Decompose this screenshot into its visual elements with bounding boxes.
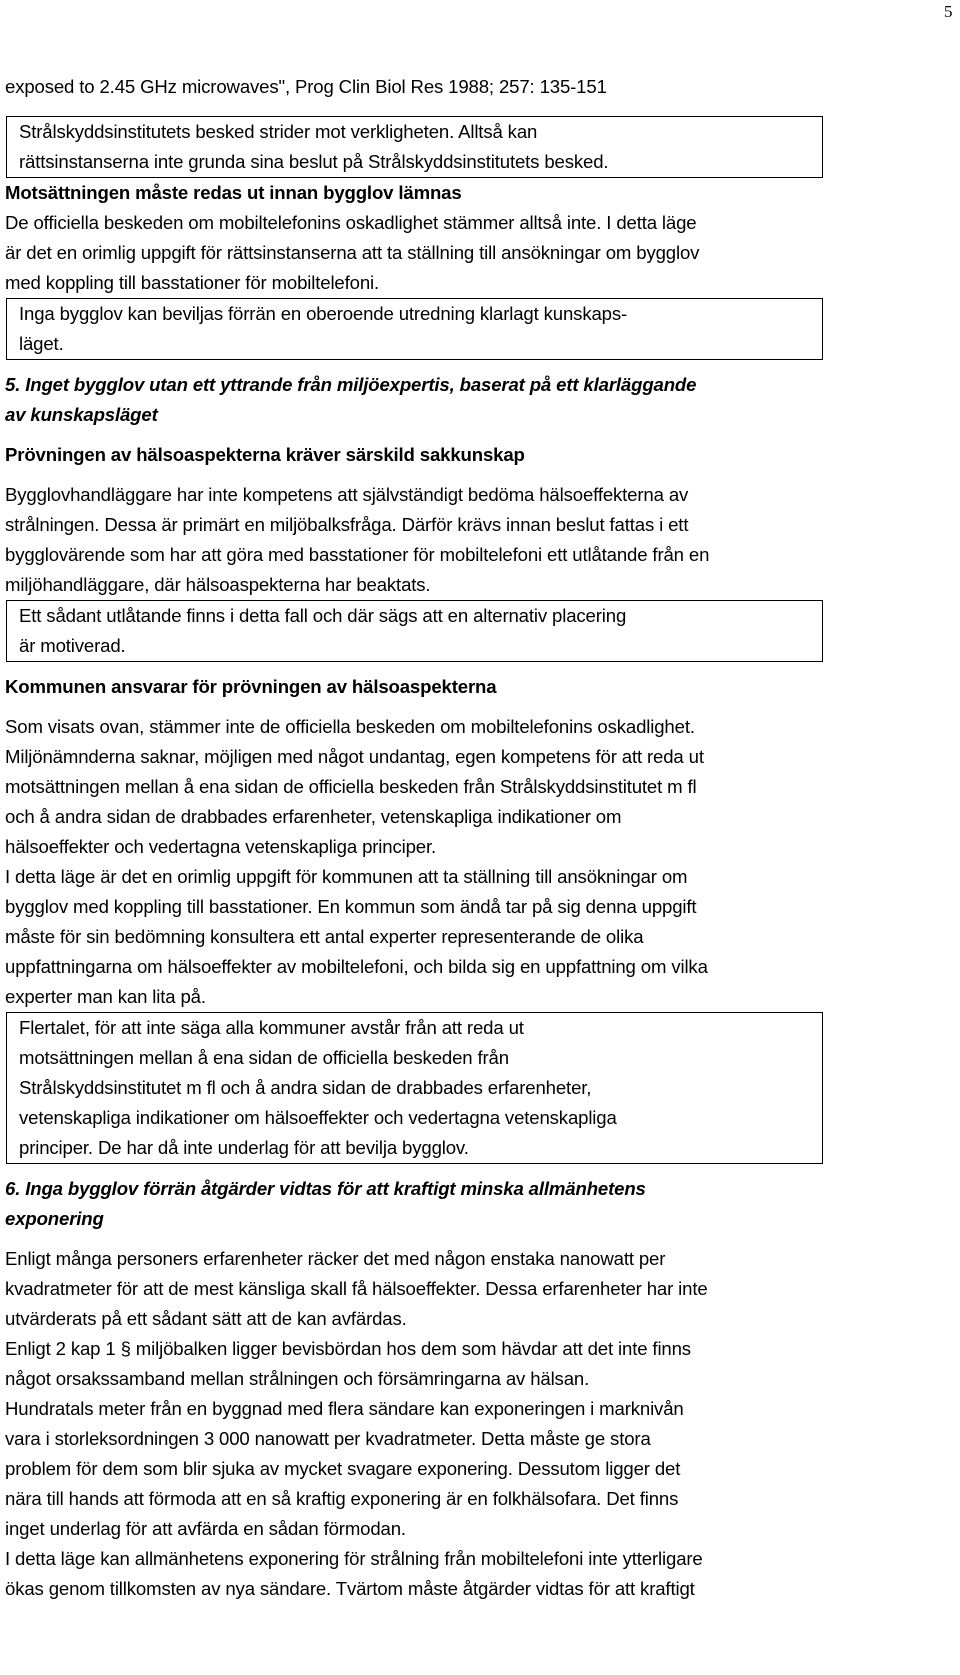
callout-box-4 <box>6 1012 823 1164</box>
text-line: De officiella beskeden om mobiltelefonins oskadlighet stämmer alltså inte. I detta läge <box>5 212 697 233</box>
text-line: problem för dem som blir sjuka av mycket svagare exponering. Dessutom ligger det <box>5 1458 681 1479</box>
paragraph-1 <box>5 208 853 298</box>
section-title-line: exponering <box>5 1208 104 1229</box>
section-5-title <box>5 370 853 430</box>
section-title-line: 5. Inget bygglov utan ett yttrande från miljöexpertis, baserat på ett klarläggande <box>5 374 697 395</box>
box-line: rättsinstanserna inte grunda sina beslut på Strålskyddsinstitutets besked. <box>19 151 609 172</box>
text-line: något orsakssamband mellan strålningen och försämringarna av hälsan. <box>5 1368 590 1389</box>
box-line: principer. De har då inte underlag för att bevilja bygglov. <box>19 1137 469 1158</box>
subheading-expertise: Prövningen av hälsoaspekterna kräver särskild sakkunskap <box>5 444 525 465</box>
text-line: är det en orimlig uppgift för rättsinstanserna att ta ställning till ansökningar om bygglov <box>5 242 700 263</box>
section-title-line: av kunskapsläget <box>5 404 158 425</box>
text-line: måste för sin bedömning konsultera ett antal experter representerande de olika <box>5 926 644 947</box>
box-line: läget. <box>19 333 64 354</box>
text-line: bygglovärende som har att göra med basstationer för mobiltelefoni ett utlåtande från en <box>5 544 710 565</box>
text-line: hälsoeffekter och vedertagna vetenskapliga principer. <box>5 836 437 857</box>
page-number: 5 <box>944 2 953 21</box>
box-line: vetenskapliga indikationer om hälsoeffekter och vedertagna vetenskapliga <box>19 1107 617 1128</box>
box-line: Ett sådant utlåtande finns i detta fall och där sägs att en alternativ placering <box>19 605 627 626</box>
box-line: är motiverad. <box>19 635 126 656</box>
text-line: I detta läge är det en orimlig uppgift för kommunen att ta ställning till ansökningar om <box>5 866 688 887</box>
text-line: inget underlag för att avfärda en sådan förmodan. <box>5 1518 406 1539</box>
box-line: motsättningen mellan å ena sidan de officiella beskeden från <box>19 1047 509 1068</box>
paragraph-3 <box>5 712 853 1012</box>
text-line: kvadratmeter för att de mest känsliga skall få hälsoeffekter. Dessa erfarenheter har inte <box>5 1278 708 1299</box>
box-line: Strålskyddsinstitutets besked strider mot verkligheten. Alltså kan <box>19 121 538 142</box>
text-line: Enligt många personers erfarenheter räcker det med någon enstaka nanowatt per <box>5 1248 666 1269</box>
text-line: vara i storleksordningen 3 000 nanowatt per kvadratmeter. Detta måste ge stora <box>5 1428 651 1449</box>
box-line: Flertalet, för att inte säga alla kommuner avstår från att reda ut <box>19 1017 524 1038</box>
callout-box-2 <box>6 298 823 360</box>
text-line: nära till hands att förmoda att en så kraftig exponering är en folkhälsofara. Det finns <box>5 1488 679 1509</box>
box-line: Inga bygglov kan beviljas förrän en oberoende utredning klarlagt kunskaps- <box>19 303 628 324</box>
text-line: Hundratals meter från en byggnad med flera sändare kan exponeringen i marknivån <box>5 1398 684 1419</box>
section-6-title <box>5 1174 853 1234</box>
text-line: uppfattningarna om hälsoeffekter av mobiltelefoni, och bilda sig en uppfattning om vilka <box>5 956 708 977</box>
text-line: ökas genom tillkomsten av nya sändare. Tvärtom måste åtgärder vidtas för att kraftigt <box>5 1578 695 1599</box>
text-line: motsättningen mellan å ena sidan de officiella beskeden från Strålskyddsinstitutet m fl <box>5 776 697 797</box>
text-line: Enligt 2 kap 1 § miljöbalken ligger bevisbördan hos dem som hävdar att det inte finns <box>5 1338 691 1359</box>
paragraph-2 <box>5 480 853 600</box>
text-line: Miljönämnderna saknar, möjligen med något undantag, egen kompetens för att reda ut <box>5 746 704 767</box>
text-line: Bygglovhandläggare har inte kompetens att självständigt bedöma hälsoeffekterna av <box>5 484 689 505</box>
text-line: strålningen. Dessa är primärt en miljöbalksfråga. Därför krävs innan beslut fattas i ett <box>5 514 689 535</box>
document-body <box>5 72 853 1604</box>
text-line: I detta läge kan allmänhetens exponering för strålning från mobiltelefoni inte ytterligare <box>5 1548 703 1569</box>
box-line: Strålskyddsinstitutet m fl och å andra sidan de drabbades erfarenheter, <box>19 1077 592 1098</box>
text-line: utvärderats på ett sådant sätt att de kan avfärdas. <box>5 1308 407 1329</box>
text-line: bygglov med koppling till basstationer. En kommun som ändå tar på sig denna uppgift <box>5 896 697 917</box>
text-line: experter man kan lita på. <box>5 986 206 1007</box>
callout-box-3 <box>6 600 823 662</box>
subheading-conflict: Motsättningen måste redas ut innan bygglov lämnas <box>5 182 462 203</box>
text-line: Som visats ovan, stämmer inte de officiella beskeden om mobiltelefonins oskadlighet. <box>5 716 695 737</box>
section-title-line: 6. Inga bygglov förrän åtgärder vidtas för att kraftigt minska allmänhetens <box>5 1178 646 1199</box>
callout-box-1 <box>6 116 823 178</box>
text-line: miljöhandläggare, där hälsoaspekterna har beaktats. <box>5 574 431 595</box>
text-line: och å andra sidan de drabbades erfarenheter, vetenskapliga indikationer om <box>5 806 622 827</box>
subheading-municipality: Kommunen ansvarar för prövningen av hälsoaspekterna <box>5 676 497 697</box>
text-line: med koppling till basstationer för mobiltelefoni. <box>5 272 380 293</box>
reference-line: exposed to 2.45 GHz microwaves", Prog Clin Biol Res 1988; 257: 135-151 <box>5 76 607 97</box>
paragraph-4 <box>5 1244 853 1604</box>
